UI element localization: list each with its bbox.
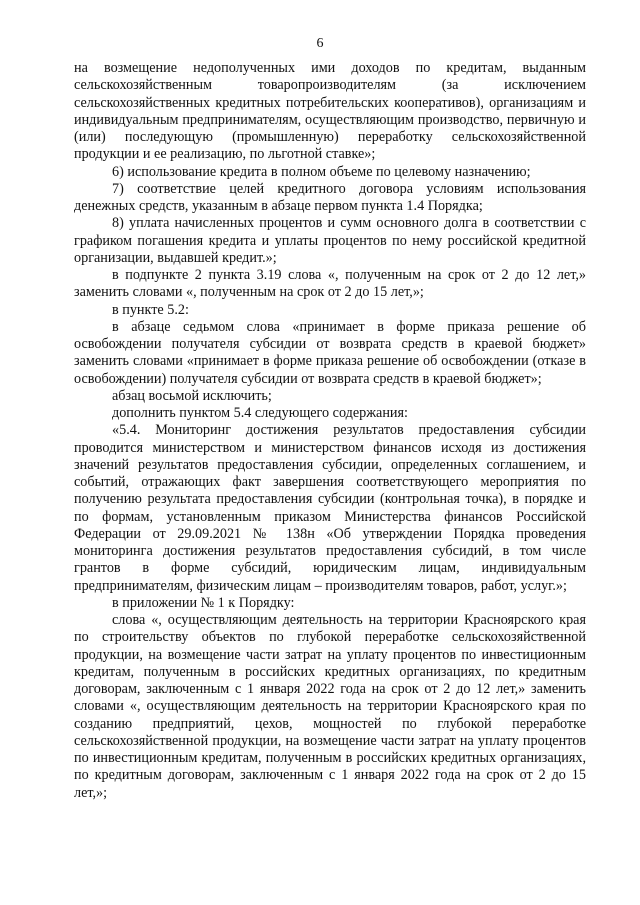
paragraph-seventh-abzac: в абзаце седьмом слова «принимает в форме приказа решение об освобождении получателя субсидии от возврата средств в краевой бюджет» заменить словами «принимает в форме приказа решение об освобождении (отказе в освобождении) получателя субсидии от возврата средств в краевой бюджет»;	[74, 318, 586, 387]
paragraph-continuation: на возмещение недополученных ими доходов по кредитам, выданным сельскохозяйственным товаропроизводителям (за исключением сельскохозяйственных кредитных потребительских кооперативов), организациям и индивидуальным предпринимателям, осуществляющим производство, первичную и (или) последующую (промышленную) переработку сельскохозяйственной продукции и ее реализацию, по льготной ставке»;	[74, 60, 586, 163]
paragraph-clause-5-4-text: «5.4. Мониторинг достижения результатов предоставления субсидии проводится министерством и министерством финансов исходя из достижения значений результатов предоставления субсидии, определенных соглашением, и событий, отражающих факт завершения соответствующего мероприятия по получению результата предоставления субсидии (контрольная точка), в порядке и по формам, установленным приказом Министерства финансов Российской Федерации от 29.09.2021 № 138н «Об утверждении Порядка проведения мониторинга достижения результатов предоставления субсидий, в том числе грантов в форме субсидий, юридическим лицам, индивидуальным предпринимателям, физическим лицам – производителям товаров, работ, услуг.»;	[74, 422, 586, 594]
document-body	[74, 60, 586, 802]
paragraph-appendix-1: в приложении № 1 к Порядку:	[112, 594, 295, 611]
paragraph-appendix-words: слова «, осуществляющим деятельность на территории Красноярского края по строительству объектов по глубокой переработке сельскохозяйственной продукции, на возмещение части затрат на уплату процентов по инвестиционным кредитам, полученным в российских кредитных организациях, по кредитным договорам, заключенным с 1 января 2022 года на срок от 2 до 12 лет,» заменить словами «, осуществляющим деятельность на территории Красноярского края по созданию предприятий, цехов, мощностей по глубокой переработке сельскохозяйственной продукции, на возмещение части затрат на уплату процентов по инвестиционным кредитам, полученным в российских кредитных организациях, по кредитным договорам, заключенным с 1 января 2022 года на срок от 2 до 15 лет,»;	[74, 612, 586, 801]
paragraph-add-clause-5-4: дополнить пунктом 5.4 следующего содержания:	[112, 405, 408, 421]
paragraph-subclause-3-19: в подпункте 2 пункта 3.19 слова «, полученным на срок от 2 до 12 лет,» заменить словами «, полученным на срок от 2 до 15 лет,»;	[74, 267, 586, 301]
paragraph-item-8: 8) уплата начисленных процентов и сумм основного долга в соответствии с графиком погашения кредита и уплаты процентов по нему российской кредитной организации, выдавшей кредит.»;	[74, 215, 586, 266]
page-number: 6	[316, 36, 324, 51]
paragraph-eighth-abzac: абзац восьмой исключить;	[112, 387, 272, 404]
paragraph-clause-5-2: в пункте 5.2:	[112, 301, 189, 318]
paragraph-item-6: 6) использование кредита в полном объеме по целевому назначению;	[112, 163, 531, 180]
paragraph-item-7: 7) соответствие целей кредитного договора условиям использования денежных средств, указанным в абзаце первом пункта 1.4 Порядка;	[74, 180, 586, 214]
